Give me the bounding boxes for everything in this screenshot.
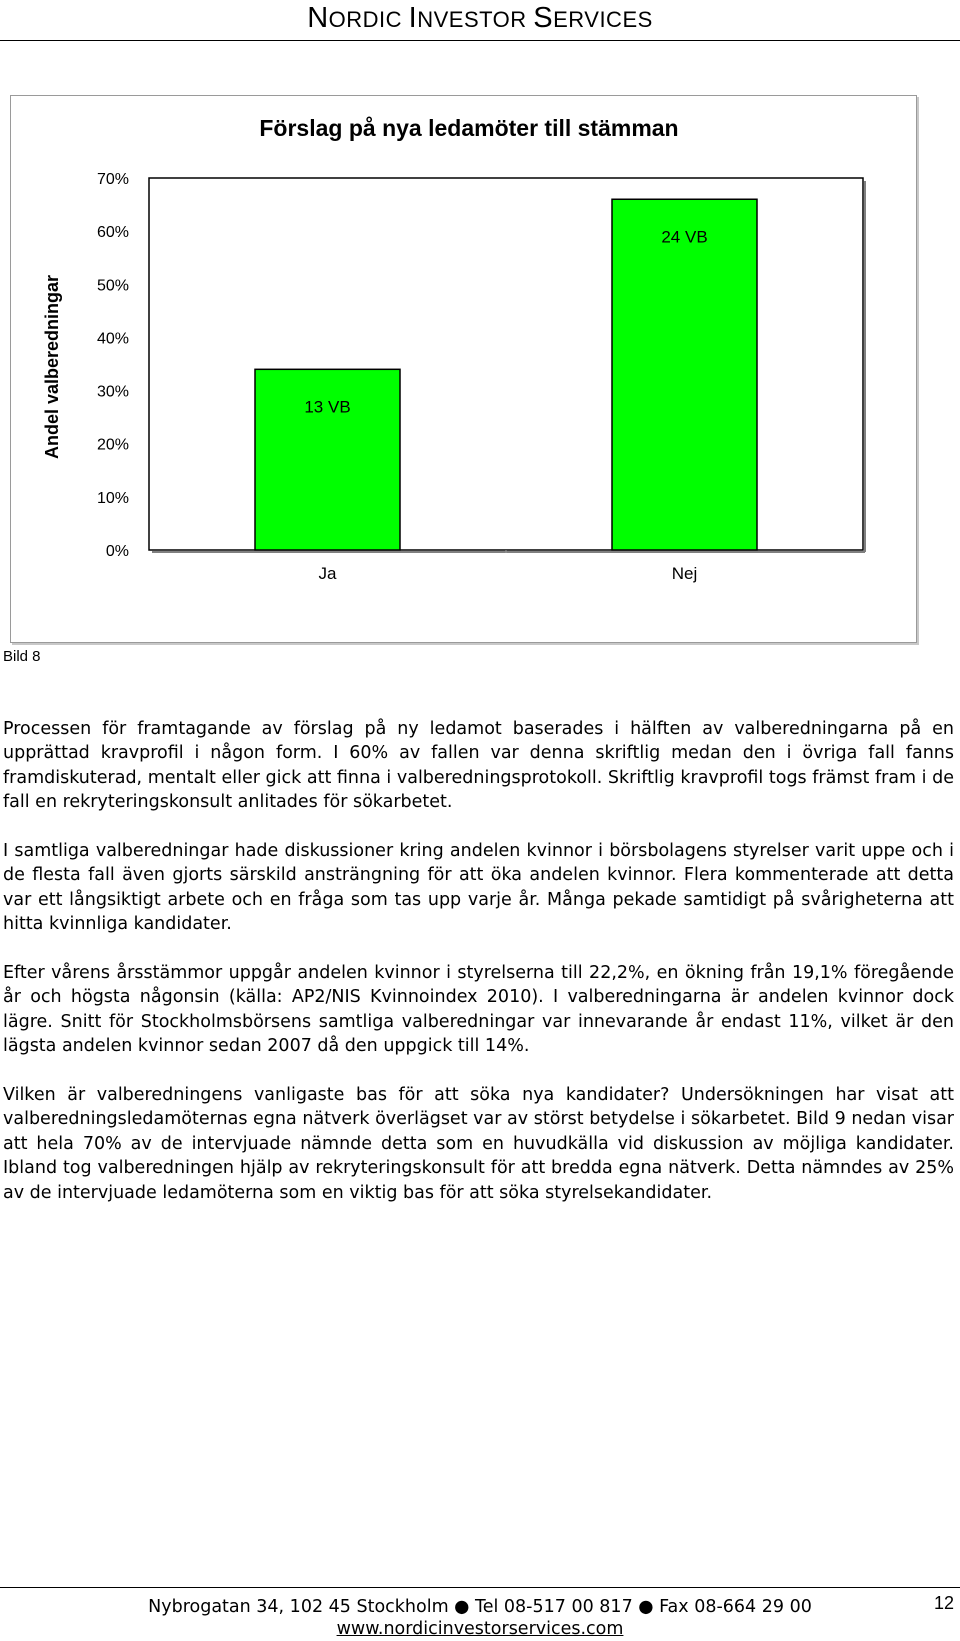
paragraph-1: Processen för framtagande av förslag på ny ledamot baserades i hälften av valberedningarna på en upprättad kravprofil i någon form. I 60% av fallen var denna skriftlig medan den i övriga fall fanns framdiskuterad, mentalt eller gick att finna i valberedningsprotokoll. Skriftlig kravprofil togs främst fram i de fall en rekryteringskonsult anlitades för sökarbetet. [3,719,954,813]
paragraph-2: I samtliga valberedningar hade diskussioner kring andelen kvinnor i börsbolagens styrelser varit uppe och i de flesta fall även gjorts särskild ansträngning för att öka andelen kvinnor. Flera kommenterade att detta var ett långsiktigt arbete och en fråga som tas upp varje år. Många pekade samtidigt på svårigheterna att hitta kvinnliga kandidater. [3,841,954,935]
y-tick-label: 0% [105,543,129,560]
bar-chart [11,96,916,642]
figure-caption: Bild 8 [3,648,41,665]
chart-frame [10,95,917,643]
y-axis-label: Andel valberedningar [42,274,62,460]
paragraph-4: Vilken är valberedningens vanligaste bas för att söka nya kandidater? Undersökningen har visat att valberedningsledamöternas egna nätverk överlägset var av störst betydelse i sökarbetet. Bild 9 nedan visar att hela 70% av de intervjuade nämnde detta som en huvudkälla vid diskussion av möjliga kandidater. Ibland tog valberedningen hjälp av rekryteringskonsult för att bredda egna nätverk. Detta nämndes av 25% av de intervjuade ledamöterna som en viktig bas för att söka styrelsekandidater. [3,1085,954,1203]
x-tick-label: Ja [318,564,337,583]
bar-nej [612,199,757,550]
page-number: 12 [933,1593,954,1613]
footer-website-link[interactable]: www.nordicinvestorservices.com [336,1619,624,1639]
chart-title: Förslag på nya ledamöter till stämman [259,115,679,141]
y-tick-label: 60% [96,224,129,242]
footer-divider [0,1587,960,1588]
company-name: NORDIC INVESTOR SERVICES [307,2,653,34]
y-tick-label: 70% [96,171,129,188]
paragraph-3: Efter vårens årsstämmor uppgår andelen kvinnor i styrelserna till 22,2%, en ökning från 19,1% föregående år och högsta någonsin (källa: AP2/NIS Kvinnoindex 2010). I valberedningarna är andelen kvinnor dock lägre. Snitt för Stockholmsbörsens samtliga valberedningar var innevarande år endast 11%, vilket är den lägsta andelen kvinnor sedan 2007 då den uppgick till 14%. [3,963,954,1057]
y-tick-label: 30% [96,383,129,401]
y-tick-label: 50% [96,277,129,295]
y-tick-label: 10% [96,489,129,507]
x-tick-label: Nej [671,564,698,583]
bar-data-label: 13 VB [304,397,351,417]
footer-address: Nybrogatan 34, 102 45 Stockholm ● Tel 08-517 00 817 ● Fax 08-664 29 00 [148,1597,812,1617]
bar-data-label: 24 VB [661,227,708,247]
y-tick-label: 20% [96,436,129,454]
y-tick-label: 40% [96,330,129,348]
page-header [0,0,960,41]
